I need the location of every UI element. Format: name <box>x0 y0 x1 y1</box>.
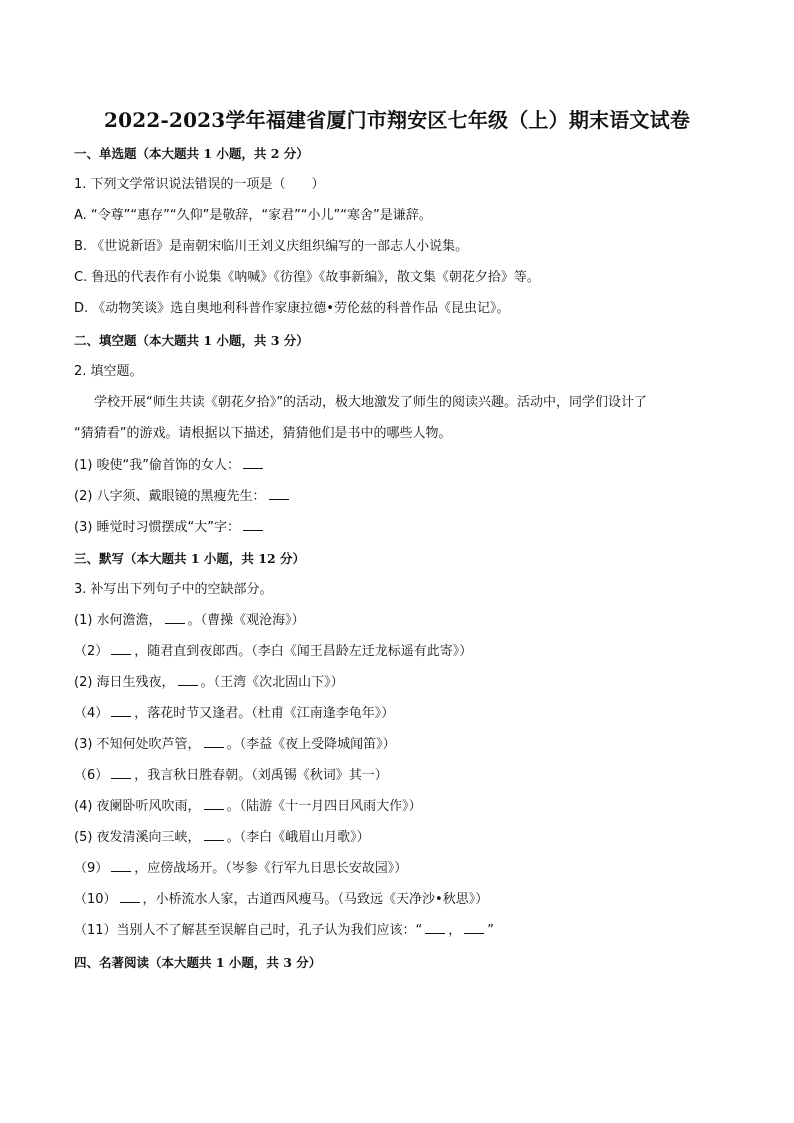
answer-blank <box>111 642 131 655</box>
poem-line-6: （6） ，我言秋日胜春朝。（刘禹锡《秋词》其一） <box>74 768 388 783</box>
poem-line-2: （2） ，随君直到夜郎西。（李白《闻王昌龄左迁龙标遥有此寄》） <box>74 644 473 659</box>
answer-blank <box>464 921 484 934</box>
answer-blank <box>243 456 263 469</box>
answer-blank <box>269 487 289 500</box>
answer-blank <box>243 518 263 531</box>
answer-blank <box>425 921 445 934</box>
poem-line-8: (5) 夜发清溪向三峡， 。（李白《峨眉山月歌》） <box>74 830 370 845</box>
poem-line-4: （4） ，落花时节又逢君。（杜甫《江南逢李龟年》） <box>74 706 395 721</box>
answer-blank <box>111 859 131 872</box>
poem-line-1: (1) 水何澹澹， 。（曹操《观沧海》） <box>74 613 305 628</box>
poem-line-10: （10） ，小桥流水人家，古道西风瘦马。（马致远《天净沙•秋思》） <box>74 892 489 907</box>
question-1-stem: 1. 下列文学常识说法错误的一项是（ ） <box>74 177 325 192</box>
answer-blank <box>204 797 224 810</box>
answer-blank <box>111 704 131 717</box>
answer-blank <box>120 890 140 903</box>
section-heading-4: 四、名著阅读（本大题共 1 小题，共 3 分） <box>74 955 322 970</box>
question-1-option-d: D. 《动物笑谈》选自奥地利科普作家康拉德•劳伦兹的科普作品《昆虫记》。 <box>74 301 510 316</box>
answer-blank <box>178 673 198 686</box>
answer-blank <box>204 828 224 841</box>
section-heading-2: 二、填空题（本大题共 1 小题，共 3 分） <box>74 333 309 348</box>
answer-blank <box>165 611 185 624</box>
question-3-stem: 3. 补写出下列句子中的空缺部分。 <box>74 582 273 597</box>
poem-line-7: (4) 夜阑卧听风吹雨， 。（陆游《十一月四日风雨大作》） <box>74 799 422 814</box>
poem-line-3: (2) 海日生残夜， 。（王湾《次北固山下》） <box>74 675 344 690</box>
answer-blank <box>111 766 131 779</box>
poem-line-5: (3) 不知何处吹芦管， 。（李益《夜上受降城闻笛》） <box>74 737 396 752</box>
question-2-stem: 2. 填空题。 <box>74 364 143 379</box>
question-2-paragraph-line-1: 学校开展“师生共读《朝花夕拾》”的活动，极大地激发了师生的阅读兴趣。活动中，同学们设计了 <box>94 395 647 410</box>
question-1-option-c: C. 鲁迅的代表作有小说集《呐喊》《彷徨》《故事新编》，散文集《朝花夕拾》等。 <box>74 270 540 285</box>
poem-line-11: （11）当别人不了解甚至误解自己时，孔子认为我们应该：“ ， ” <box>74 923 495 938</box>
poem-line-9: （9） ，应傍战场开。（岑参《行军九日思长安故园》） <box>74 861 408 876</box>
answer-blank <box>204 735 224 748</box>
question-2-paragraph-line-2: “猜猜看”的游戏。请根据以下描述，猜猜他们是书中的哪些人物。 <box>74 426 452 441</box>
question-1-option-b: B. 《世说新语》是南朝宋临川王刘义庆组织编写的一部志人小说集。 <box>74 239 469 254</box>
section-heading-1: 一、单选题（本大题共 1 小题，共 2 分） <box>74 146 309 161</box>
question-2-item-1: (1) 唆使“我”偷首饰的女人： <box>74 456 734 476</box>
question-2-item-3: (3) 睡觉时习惯摆成“大”字： <box>74 518 734 538</box>
question-2-item-2: (2) 八字须、戴眼镜的黑瘦先生： <box>74 487 734 507</box>
page-title: 2022-2023学年福建省厦门市翔安区七年级（上）期末语文试卷 <box>103 108 691 132</box>
section-heading-3: 三、默写（本大题共 1 小题，共 12 分） <box>74 551 306 566</box>
question-1-option-a: A. “令尊”“惠存”“久仰”是敬辞，“家君”“小儿”“寒舍”是谦辞。 <box>74 208 432 223</box>
